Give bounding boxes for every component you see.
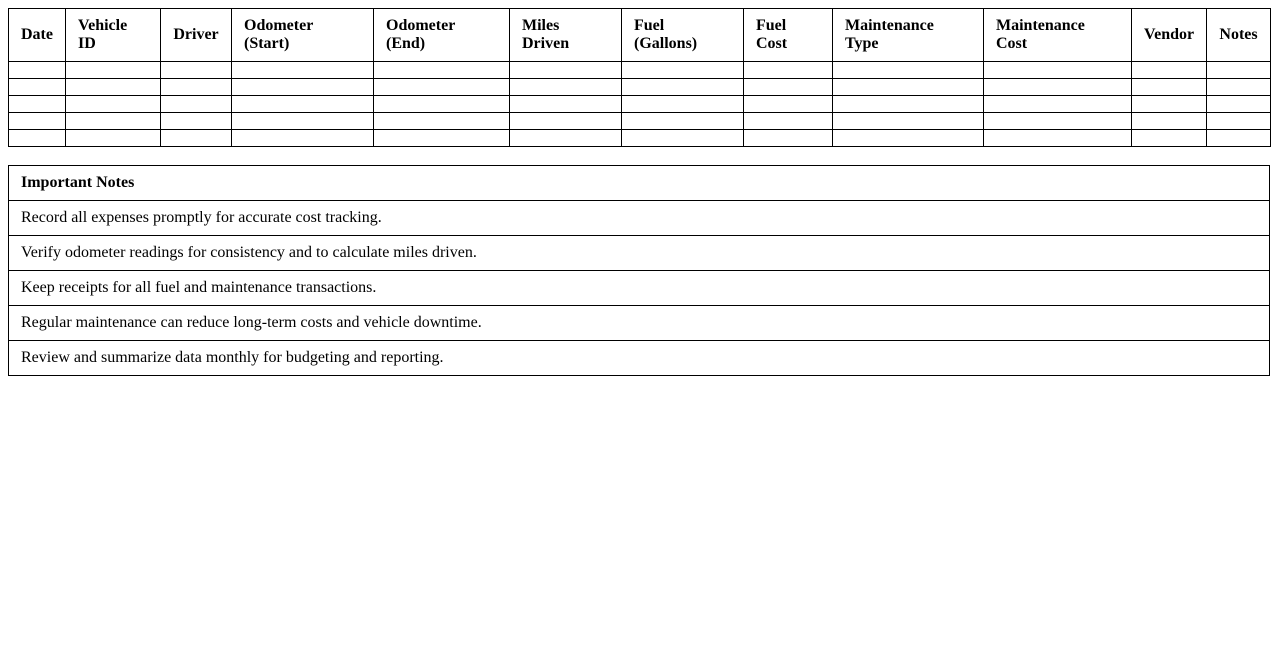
table-cell[interactable] — [161, 62, 232, 79]
table-cell[interactable] — [9, 79, 66, 96]
table-cell[interactable] — [232, 79, 374, 96]
notes-heading: Important Notes — [9, 166, 1270, 201]
table-cell[interactable] — [9, 113, 66, 130]
table-cell[interactable] — [744, 96, 833, 113]
table-cell[interactable] — [1132, 79, 1207, 96]
table-cell[interactable] — [984, 62, 1132, 79]
table-cell[interactable] — [622, 130, 744, 147]
header-maintenance-type: Maintenance Type — [833, 9, 984, 62]
table-cell[interactable] — [374, 113, 510, 130]
table-cell[interactable] — [161, 113, 232, 130]
table-cell[interactable] — [1207, 96, 1271, 113]
table-cell[interactable] — [232, 113, 374, 130]
table-row — [9, 79, 1271, 96]
table-cell[interactable] — [510, 96, 622, 113]
table-cell[interactable] — [833, 113, 984, 130]
table-cell[interactable] — [984, 130, 1132, 147]
table-cell[interactable] — [510, 79, 622, 96]
note-item: Regular maintenance can reduce long-term costs and vehicle downtime. — [9, 306, 1270, 341]
table-cell[interactable] — [66, 62, 161, 79]
table-cell[interactable] — [374, 96, 510, 113]
table-cell[interactable] — [232, 130, 374, 147]
table-cell[interactable] — [1132, 130, 1207, 147]
table-cell[interactable] — [374, 130, 510, 147]
table-cell[interactable] — [1207, 62, 1271, 79]
table-cell[interactable] — [161, 96, 232, 113]
table-cell[interactable] — [1207, 79, 1271, 96]
table-cell[interactable] — [510, 113, 622, 130]
table-cell[interactable] — [744, 79, 833, 96]
note-row — [9, 306, 1270, 341]
table-cell[interactable] — [161, 79, 232, 96]
header-fuel-cost: Fuel Cost — [744, 9, 833, 62]
table-cell[interactable] — [66, 113, 161, 130]
table-cell[interactable] — [374, 79, 510, 96]
table-header-row — [9, 9, 1271, 62]
header-vehicle-id: Vehicle ID — [66, 9, 161, 62]
table-cell[interactable] — [1132, 96, 1207, 113]
table-cell[interactable] — [9, 130, 66, 147]
note-item: Keep receipts for all fuel and maintenance transactions. — [9, 271, 1270, 306]
table-cell[interactable] — [622, 96, 744, 113]
page — [8, 8, 1270, 376]
header-miles-driven: Miles Driven — [510, 9, 622, 62]
note-item: Review and summarize data monthly for budgeting and reporting. — [9, 341, 1270, 376]
table-cell[interactable] — [622, 79, 744, 96]
table-cell[interactable] — [66, 96, 161, 113]
table-cell[interactable] — [374, 62, 510, 79]
note-row — [9, 271, 1270, 306]
table-row — [9, 130, 1271, 147]
table-cell[interactable] — [744, 113, 833, 130]
table-cell[interactable] — [232, 96, 374, 113]
header-maintenance-cost: Maintenance Cost — [984, 9, 1132, 62]
table-cell[interactable] — [1207, 130, 1271, 147]
table-cell[interactable] — [744, 62, 833, 79]
table-row — [9, 96, 1271, 113]
table-cell[interactable] — [744, 130, 833, 147]
table-row — [9, 113, 1271, 130]
note-row — [9, 236, 1270, 271]
table-row — [9, 62, 1271, 79]
note-item: Verify odometer readings for consistency and to calculate miles driven. — [9, 236, 1270, 271]
table-cell[interactable] — [9, 62, 66, 79]
table-cell[interactable] — [510, 62, 622, 79]
header-odometer-start: Odometer (Start) — [232, 9, 374, 62]
note-row — [9, 201, 1270, 236]
table-cell[interactable] — [833, 79, 984, 96]
important-notes-table — [8, 165, 1270, 376]
notes-heading-row — [9, 166, 1270, 201]
table-cell[interactable] — [232, 62, 374, 79]
table-cell[interactable] — [1207, 113, 1271, 130]
table-cell[interactable] — [622, 113, 744, 130]
note-item: Record all expenses promptly for accurate cost tracking. — [9, 201, 1270, 236]
table-cell[interactable] — [984, 96, 1132, 113]
table-body — [9, 62, 1271, 147]
header-notes: Notes — [1207, 9, 1271, 62]
table-cell[interactable] — [510, 130, 622, 147]
table-cell[interactable] — [9, 96, 66, 113]
table-cell[interactable] — [833, 62, 984, 79]
table-cell[interactable] — [161, 130, 232, 147]
header-driver: Driver — [161, 9, 232, 62]
table-cell[interactable] — [833, 96, 984, 113]
header-vendor: Vendor — [1132, 9, 1207, 62]
header-date: Date — [9, 9, 66, 62]
header-fuel-gallons: Fuel (Gallons) — [622, 9, 744, 62]
table-cell[interactable] — [1132, 113, 1207, 130]
table-cell[interactable] — [984, 113, 1132, 130]
table-cell[interactable] — [984, 79, 1132, 96]
vehicle-log-table — [8, 8, 1271, 147]
table-cell[interactable] — [1132, 62, 1207, 79]
header-odometer-end: Odometer (End) — [374, 9, 510, 62]
table-cell[interactable] — [66, 130, 161, 147]
table-cell[interactable] — [833, 130, 984, 147]
note-row — [9, 341, 1270, 376]
table-cell[interactable] — [622, 62, 744, 79]
table-cell[interactable] — [66, 79, 161, 96]
